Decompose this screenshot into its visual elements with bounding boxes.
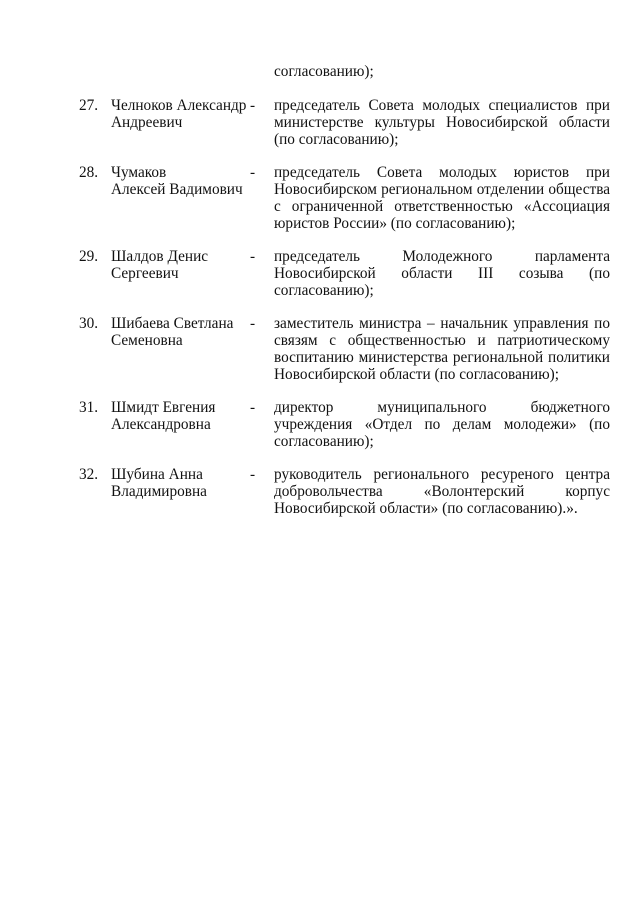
- member-position: председатель Молодежного парламента Новосибирской области III созыва (по согласованию);: [274, 248, 610, 299]
- member-name: [111, 315, 251, 349]
- list-item: [0, 164, 640, 232]
- member-name-line2: Андреевич: [111, 114, 183, 131]
- member-name: [111, 164, 251, 198]
- member-name-line1: Челноков Александр: [111, 97, 247, 114]
- item-number: 28.: [79, 164, 99, 181]
- member-name-line2: Александровна: [111, 416, 211, 433]
- list-item: [0, 466, 640, 517]
- list-item: [0, 399, 640, 450]
- member-name-line1: Шибаева Светлана: [111, 315, 234, 332]
- member-position: председатель Совета молодых юристов при Новосибирском региональном отделении общества с ограниченной ответственностью «Ассоциация юристов России» (по согласованию);: [274, 164, 610, 232]
- continuation-text: согласованию);: [274, 63, 374, 80]
- member-name: [111, 97, 251, 131]
- member-name: [111, 466, 251, 500]
- item-number: 27.: [79, 97, 99, 114]
- item-number: 29.: [79, 248, 99, 265]
- list-item: [0, 315, 640, 383]
- separator-dash: -: [250, 97, 256, 114]
- member-position: руководитель регионального ресуреного центра добровольчества «Волонтерский корпус Новосибирской области» (по согласованию).».: [274, 466, 610, 517]
- separator-dash: -: [250, 164, 256, 181]
- list-item: [0, 97, 640, 148]
- list-item: [0, 248, 640, 299]
- item-number: 30.: [79, 315, 99, 332]
- separator-dash: -: [250, 466, 256, 483]
- member-name: [111, 399, 251, 433]
- separator-dash: -: [250, 248, 256, 265]
- item-number: 31.: [79, 399, 99, 416]
- member-name-line2: Алексей Вадимович: [111, 181, 243, 198]
- member-name: [111, 248, 251, 282]
- member-position: директор муниципального бюджетного учреждения «Отдел по делам молодежи» (по согласованию);: [274, 399, 610, 450]
- item-number: 32.: [79, 466, 99, 483]
- member-name-line2: Владимировна: [111, 483, 207, 500]
- member-name-line2: Сергеевич: [111, 265, 179, 282]
- member-name-line1: Чумаков: [111, 164, 167, 181]
- member-position: председатель Совета молодых специалистов при министерстве культуры Новосибирской области (по согласованию);: [274, 97, 610, 148]
- member-name-line1: Шалдов Денис: [111, 248, 209, 265]
- member-name-line1: Шмидт Евгения: [111, 399, 216, 416]
- separator-dash: -: [250, 315, 256, 332]
- member-name-line1: Шубина Анна: [111, 466, 203, 483]
- separator-dash: -: [250, 399, 256, 416]
- member-name-line2: Семеновна: [111, 332, 183, 349]
- member-list: [0, 97, 640, 533]
- member-position: заместитель министра – начальник управления по связям с общественностью и патриотическому воспитанию министерства региональной политики Новосибирской области (по согласованию);: [274, 315, 610, 383]
